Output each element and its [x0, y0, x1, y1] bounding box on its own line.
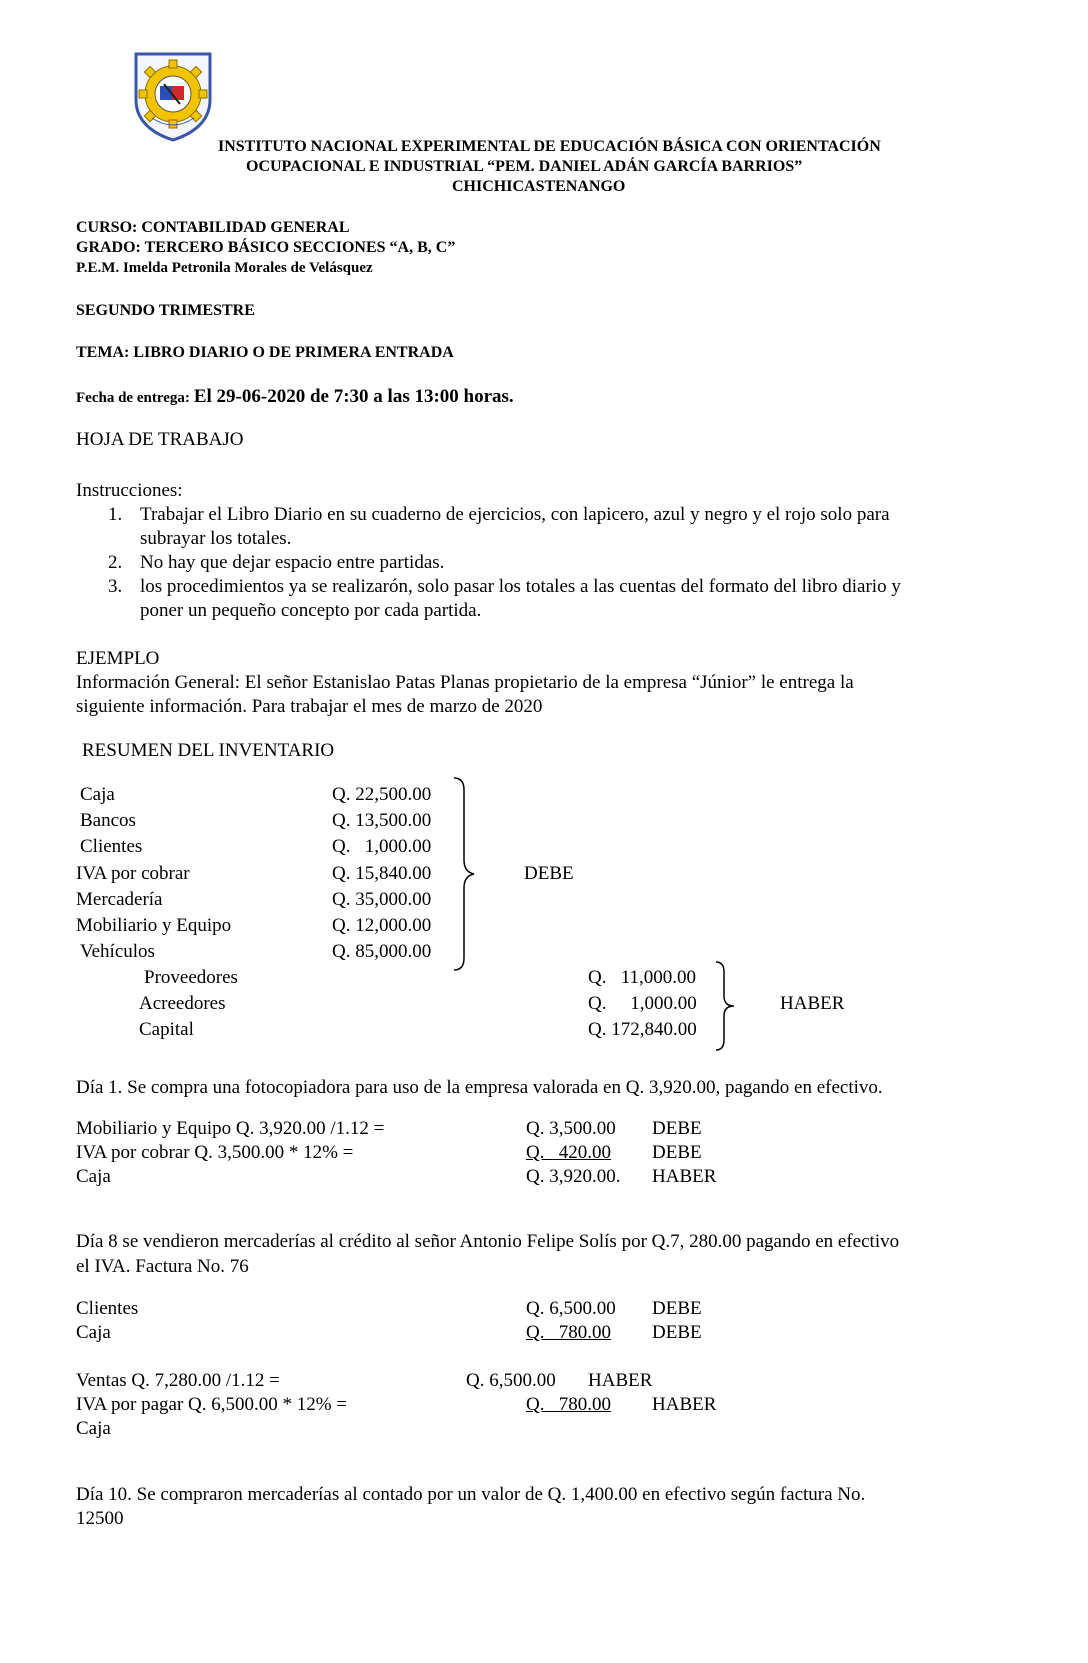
inventory-account: Acreedores [139, 993, 226, 1014]
inventory-amount: Q. 22,500.00 [332, 784, 432, 805]
inventory-account: IVA por cobrar [76, 863, 190, 884]
day8-row-label: Caja [76, 1418, 111, 1439]
day1-row-side: HABER [652, 1166, 717, 1187]
due-date-value: El 29-06-2020 de 7:30 a las 13:00 horas. [193, 386, 514, 407]
day8-row-amount: Q. 6,500.00 [466, 1370, 556, 1391]
day8-row-label: IVA por pagar Q. 6,500.00 * 12% = [76, 1394, 348, 1415]
inventory-account: Proveedores [144, 967, 238, 988]
example-info: siguiente información. Para trabajar el mes de marzo de 2020 [76, 696, 543, 717]
day1-row-label: Caja [76, 1166, 111, 1187]
due-date-label: Fecha de entrega: [76, 390, 190, 406]
day1-row-side: DEBE [652, 1118, 702, 1139]
day8-row-side: DEBE [652, 1322, 702, 1343]
instruction-item: 3. [108, 576, 123, 597]
day8-row-amount: Q. 6,500.00 [526, 1298, 616, 1319]
inventory-account: Clientes [80, 836, 143, 857]
worksheet-title: HOJA DE TRABAJO [76, 429, 244, 450]
day1-row-side: DEBE [652, 1142, 702, 1163]
instruction-text: poner un pequeño concepto por cada partida. [140, 600, 482, 621]
inventory-amount: Q. 13,500.00 [332, 810, 432, 831]
day1-row-label: IVA por cobrar Q. 3,500.00 * 12% = [76, 1142, 354, 1163]
trimester: SEGUNDO TRIMESTRE [76, 302, 255, 319]
inventory-amount: Q. 172,840.00 [588, 1019, 697, 1040]
day8-row-label: Clientes [76, 1298, 139, 1319]
example-title: EJEMPLO [76, 648, 160, 669]
instructions-title: Instrucciones: [76, 480, 183, 501]
inventory-account: Vehículos [80, 941, 155, 962]
inventory-amount: Q. 15,840.00 [332, 863, 432, 884]
teacher-name: P.E.M. Imelda Petronila Morales de Velásquez [76, 260, 373, 276]
inventory-account: Capital [139, 1019, 194, 1040]
inventory-title: RESUMEN DEL INVENTARIO [82, 740, 335, 761]
instruction-text: No hay que dejar espacio entre partidas. [140, 552, 445, 573]
inventory-amount: Q. 1,000.00 [588, 993, 697, 1014]
inventory-account: Mobiliario y Equipo [76, 915, 232, 936]
day8-row-side: HABER [588, 1370, 653, 1391]
institution-city: CHICHICASTENANGO [452, 178, 626, 195]
day8-text: Día 8 se vendieron mercaderías al crédito al señor Antonio Felipe Solís por Q.7, 280.00 pagando en efectivo [76, 1231, 900, 1252]
day1-row-amount: Q. 3,500.00 [526, 1118, 616, 1139]
instruction-item: 2. [108, 552, 123, 573]
day1-row-label: Mobiliario y Equipo Q. 3,920.00 /1.12 = [76, 1118, 385, 1139]
day8-row-side: DEBE [652, 1298, 702, 1319]
inventory-account: Bancos [80, 810, 136, 831]
institution-name-line2: OCUPACIONAL E INDUSTRIAL “PEM. DANIEL ADÁN GARCÍA BARRIOS” [246, 158, 803, 175]
instruction-text: subrayar los totales. [140, 528, 292, 549]
topic: TEMA: LIBRO DIARIO O DE PRIMERA ENTRADA [76, 344, 454, 361]
day10-text: 12500 [76, 1508, 124, 1529]
institution-name-line1: INSTITUTO NACIONAL EXPERIMENTAL DE EDUCACIÓN BÁSICA CON ORIENTACIÓN [218, 138, 881, 155]
inventory-amount: Q. 85,000.00 [332, 941, 432, 962]
instruction-text: Trabajar el Libro Diario en su cuaderno de ejercicios, con lapicero, azul y negro y el rojo solo para [140, 504, 890, 525]
day8-row-label: Caja [76, 1322, 111, 1343]
day10-text: Día 10. Se compraron mercaderías al contado por un valor de Q. 1,400.00 en efectivo según factura No. [76, 1484, 866, 1505]
day8-text: el IVA. Factura No. 76 [76, 1256, 249, 1277]
day1-text: Día 1. Se compra una fotocopiadora para uso de la empresa valorada en Q. 3,920.00, pagando en efectivo. [76, 1077, 883, 1098]
day8-row-side: HABER [652, 1394, 717, 1415]
day8-row-amount: Q. 780.00 [526, 1322, 611, 1343]
inventory-account: Mercadería [76, 889, 163, 910]
debe-label: DEBE [524, 863, 574, 884]
day8-row-amount: Q. 780.00 [526, 1394, 611, 1415]
haber-label: HABER [780, 993, 845, 1014]
instruction-item: 1. [108, 504, 123, 525]
haber-brace [714, 960, 738, 1057]
instruction-text: los procedimientos ya se realizarón, solo pasar los totales a las cuentas del formato del libro diario y [140, 576, 901, 597]
debe-brace [452, 776, 478, 977]
example-info: Información General: El señor Estanislao Patas Planas propietario de la empresa “Júnior” le entrega la [76, 672, 854, 693]
inventory-amount: Q. 35,000.00 [332, 889, 432, 910]
course-name: CURSO: CONTABILIDAD GENERAL [76, 219, 350, 236]
course-grade: GRADO: TERCERO BÁSICO SECCIONES “A, B, C” [76, 239, 456, 256]
inventory-amount: Q. 11,000.00 [588, 967, 697, 988]
inventory-amount: Q. 1,000.00 [332, 836, 432, 857]
inventory-amount: Q. 12,000.00 [332, 915, 432, 936]
day8-row-label: Ventas Q. 7,280.00 /1.12 = [76, 1370, 280, 1391]
due-date [76, 386, 514, 408]
day1-row-amount: Q. 420.00 [526, 1142, 611, 1163]
school-logo [130, 48, 216, 142]
day1-row-amount: Q. 3,920.00. [526, 1166, 621, 1187]
inventory-account: Caja [80, 784, 115, 805]
